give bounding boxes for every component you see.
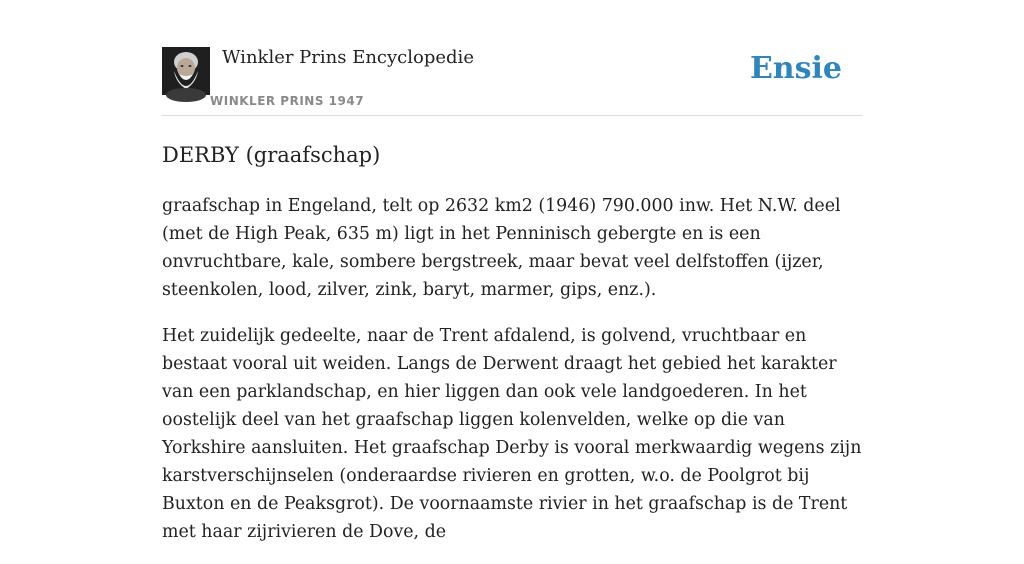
bearded-man-portrait-icon [162, 47, 210, 95]
avatar[interactable] [162, 47, 210, 95]
article-paragraph: graafschap in Engeland, telt op 2632 km2 (1946) 790.000 inw. Het N.W. deel (met de High Peak, 635 m) ligt in het Penninisch gebergte en is een onvruchtbare, kale, sombere bergstreek, maar bevat veel delfstoffen (ijzer, steenkolen, lood, zilver, zink, baryt, marmer, gips, enz.). [162, 196, 841, 300]
article-paragraph: Het zuidelijk gedeelte, naar de Trent afdalend, is golvend, vruchtbaar en bestaat vooral uit weiden. Langs de Derwent draagt het gebied het karakter van een parklandschap, en hier liggen dan ook vele landgoederen. In het oostelijk deel van het graafschap liggen kolenvelden, welke op die van Yorkshire aansluiten. Het graafschap Derby is vooral merkwaardig wegens zijn karstverschijnselen (onderaardse rivieren en grotten, w.o. de Poolgrot bij Buxton en de Peaksgrot). De voornaamste rivier in het graafschap is de Trent met haar zijrivieren de Dove, de [162, 326, 862, 542]
source-title[interactable]: Winkler Prins Encyclopedie [222, 47, 474, 68]
source-header [162, 0, 862, 116]
content-container [162, 0, 862, 542]
ensie-logo-link[interactable]: Ensie [749, 51, 842, 86]
article-body [162, 192, 862, 564]
source-subtitle[interactable]: WINKLER PRINS 1947 [210, 94, 365, 108]
article-title: DERBY (graafschap) [162, 143, 381, 167]
